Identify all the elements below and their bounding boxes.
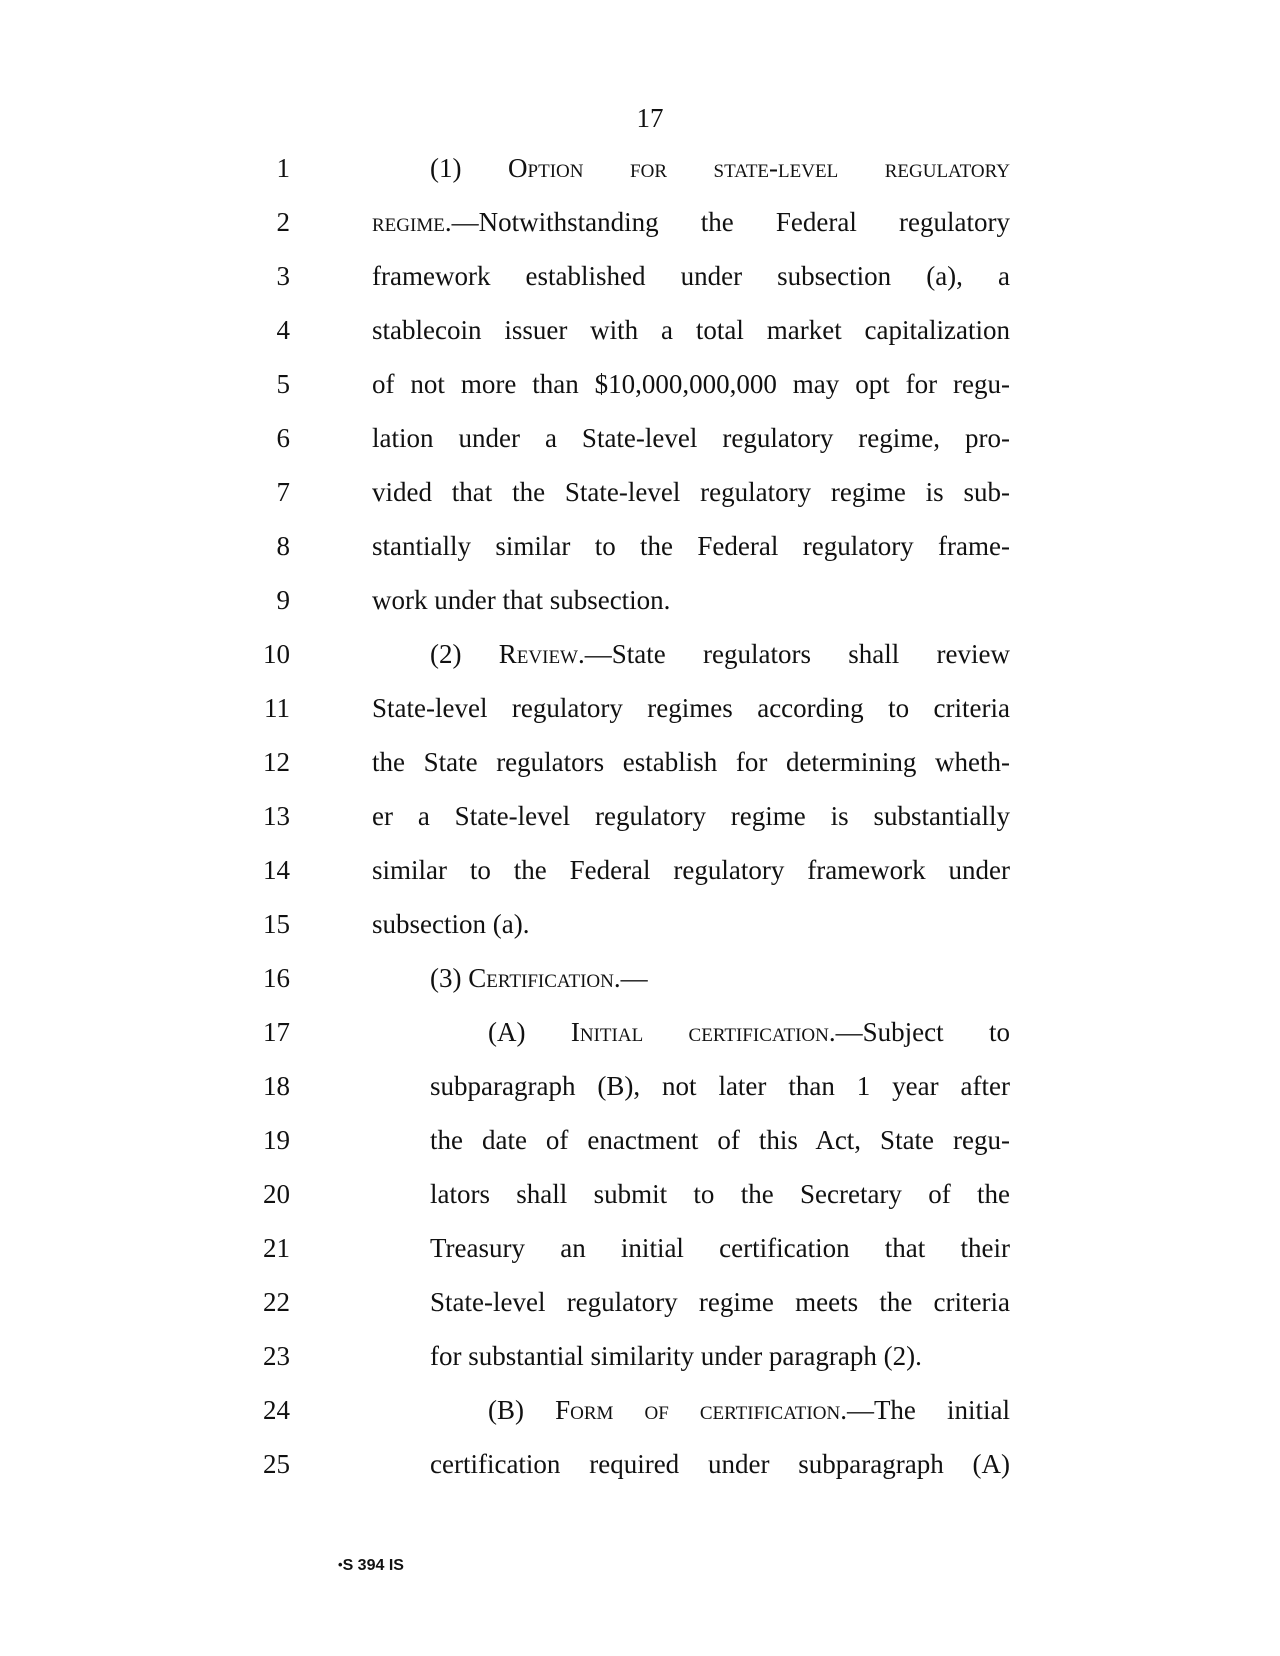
line-text: framework established under subsection (a), a xyxy=(372,261,1010,291)
line-text: stantially similar to the Federal regulatory frame- xyxy=(372,531,1010,561)
line-text: (3) Certification.— xyxy=(430,963,648,993)
line-number: 7 xyxy=(276,477,290,507)
bill-line xyxy=(0,526,1280,580)
bill-line xyxy=(0,148,1280,202)
page-number: 17 xyxy=(636,103,664,133)
bill-line xyxy=(0,1012,1280,1066)
line-text: State-level regulatory regime meets the criteria xyxy=(430,1287,1010,1317)
bill-line xyxy=(0,1390,1280,1444)
line-number: 10 xyxy=(263,639,290,669)
line-number: 11 xyxy=(264,693,290,723)
line-number: 20 xyxy=(263,1179,290,1209)
line-number: 14 xyxy=(263,855,290,885)
bill-line xyxy=(0,202,1280,256)
bill-line xyxy=(0,1174,1280,1228)
line-text: vided that the State-level regulatory regime is sub- xyxy=(372,477,1010,507)
line-number: 23 xyxy=(263,1341,290,1371)
bill-line xyxy=(0,1444,1280,1498)
line-number: 15 xyxy=(263,909,290,939)
bill-line xyxy=(0,1228,1280,1282)
bill-line xyxy=(0,958,1280,1012)
bill-line xyxy=(0,850,1280,904)
line-text: the date of enactment of this Act, State regu- xyxy=(430,1125,1010,1155)
line-number: 9 xyxy=(276,585,290,615)
footer-bullet: • xyxy=(338,1557,343,1572)
line-text: lation under a State-level regulatory regime, pro- xyxy=(372,423,1010,453)
bill-identifier-footer xyxy=(338,1555,404,1576)
line-number: 22 xyxy=(263,1287,290,1317)
line-text: lators shall submit to the Secretary of the xyxy=(430,1179,1010,1209)
line-number: 8 xyxy=(276,531,290,561)
line-number: 3 xyxy=(276,261,290,291)
line-number: 18 xyxy=(263,1071,290,1101)
line-number: 2 xyxy=(276,207,290,237)
line-text: subsection (a). xyxy=(372,909,530,939)
bill-line xyxy=(0,1066,1280,1120)
line-number: 25 xyxy=(263,1449,290,1479)
bill-line xyxy=(0,1120,1280,1174)
line-text: similar to the Federal regulatory framework under xyxy=(372,855,1010,885)
bill-line xyxy=(0,256,1280,310)
line-text: er a State-level regulatory regime is substantially xyxy=(372,801,1010,831)
line-number: 1 xyxy=(276,153,290,183)
line-text: regime.—Notwithstanding the Federal regulatory xyxy=(372,207,1010,237)
line-text: the State regulators establish for determining wheth- xyxy=(372,747,1010,777)
bill-line xyxy=(0,904,1280,958)
line-text: stablecoin issuer with a total market capitalization xyxy=(372,315,1010,345)
bill-line xyxy=(0,580,1280,634)
line-number: 4 xyxy=(276,315,290,345)
line-number: 5 xyxy=(276,369,290,399)
line-number: 19 xyxy=(263,1125,290,1155)
bill-identifier: S 394 IS xyxy=(342,1557,404,1574)
line-text: subparagraph (B), not later than 1 year after xyxy=(430,1071,1010,1101)
line-number: 17 xyxy=(263,1017,290,1047)
bill-line xyxy=(0,634,1280,688)
line-text: State-level regulatory regimes according to criteria xyxy=(372,693,1010,723)
line-text: (A) Initial certification.—Subject to xyxy=(488,1017,1010,1047)
bill-line xyxy=(0,310,1280,364)
line-text: for substantial similarity under paragraph (2). xyxy=(430,1341,922,1371)
bill-line xyxy=(0,688,1280,742)
line-number: 13 xyxy=(263,801,290,831)
bill-line xyxy=(0,742,1280,796)
bill-line xyxy=(0,472,1280,526)
line-text: certification required under subparagraph (A) xyxy=(430,1449,1010,1479)
line-number: 6 xyxy=(276,423,290,453)
line-text: (B) Form of certification.—The initial xyxy=(488,1395,1010,1425)
bill-line xyxy=(0,1282,1280,1336)
bill-line xyxy=(0,1336,1280,1390)
line-text: (2) Review.—State regulators shall review xyxy=(430,639,1011,669)
line-number: 21 xyxy=(263,1233,290,1263)
bill-line xyxy=(0,364,1280,418)
line-number: 24 xyxy=(263,1395,290,1425)
line-number: 12 xyxy=(263,747,290,777)
line-text: of not more than $10,000,000,000 may opt for regu- xyxy=(372,369,1010,399)
bill-text-lines xyxy=(0,148,1280,1498)
line-text: (1) Option for state-level regulatory xyxy=(430,153,1010,183)
bill-line xyxy=(0,418,1280,472)
line-text: Treasury an initial certification that their xyxy=(430,1233,1010,1263)
bill-line xyxy=(0,796,1280,850)
line-number: 16 xyxy=(263,963,290,993)
line-text: work under that subsection. xyxy=(372,585,671,615)
